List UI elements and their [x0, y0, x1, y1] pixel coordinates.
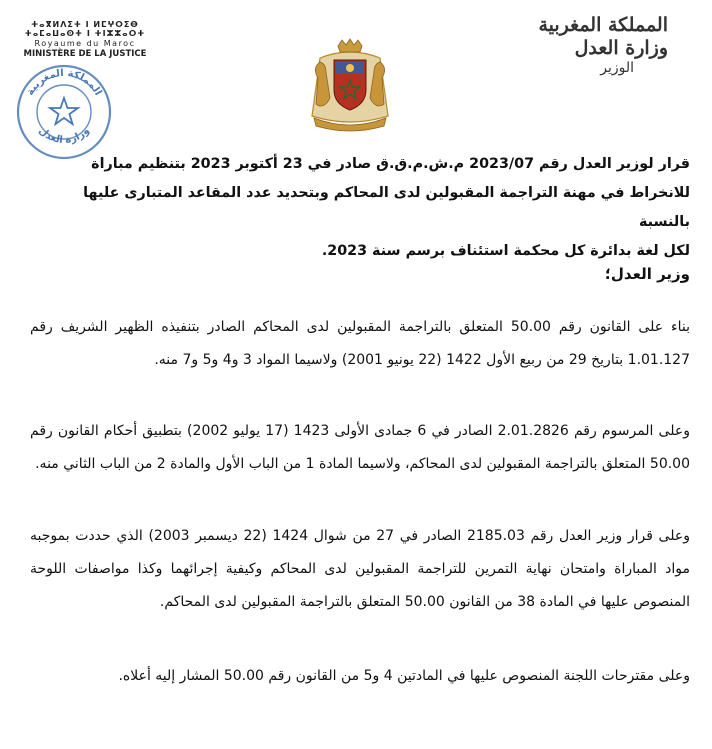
- kingdom-name-fr: Royaume du Maroc: [34, 39, 136, 48]
- paragraph-1: بناء على القانون رقم 50.00 المتعلق بالتراجمة المقبولين لدى المحاكم الصادر بتنفيذه الظهير الشريف رقم 1.01.127 بتاريخ 29 من ربيع الأول 1422 (22 يونيو 2001) ولاسيما المواد 3 و4 و5 و7 منه.: [30, 319, 690, 368]
- kingdom-name-tifinagh: ⵜⴰⴳⵍⴷⵉⵜ ⵏ ⵍⵎⵖⵔⵉⴱ ⵜⴰⵎⴰⵡⴰⵙⵜ ⵏ ⵜⵏⵣⵣⴰⵔⵜ: [24, 20, 146, 38]
- paragraph-3: وعلى قرار وزير العدل رقم 2185.03 الصادر في 27 من شوال 1424 (22 ديسمبر 2003) الذي حددت بموجبه مواد المباراة وامتحان نهاية التمرين للتراجمة المقبولين لدى المحاكم وكيفية إجرائهما وكذا مواصفات اللوحة المنصوص عليها في المادة 38 من القانون 50.00 المتعلق بالتراجمة المقبولين لدى المحاكم.: [30, 528, 690, 610]
- salutation: وزير العدل؛: [604, 265, 690, 283]
- ministry-header-arabic: [528, 14, 668, 76]
- star-icon: [50, 98, 78, 124]
- title-line-2: للانخراط في مهنة التراجمة المقبولين لدى المحاكم وبتحديد عدد المقاعد المتبارى عليها بالنسبة: [83, 185, 690, 230]
- svg-text:وزارة العدل: وزارة العدل: [36, 125, 92, 146]
- ministry-header-french: [20, 20, 150, 59]
- official-stamp: [14, 62, 114, 162]
- title-line-1: قرار لوزير العدل رقم 2023/07 م.ش.م.ق.ق صادر في 23 أكتوبر 2023 بتنظيم مباراة: [91, 156, 690, 172]
- ministry-name-ar: وزارة العدل: [574, 36, 668, 59]
- svg-text:المملكة المغربية: المملكة المغربية: [24, 67, 104, 98]
- paragraph-4: وعلى مقترحات اللجنة المنصوص عليها في المادتين 4 و5 من القانون رقم 50.00 المشار إليه أعلاه.: [118, 668, 690, 684]
- minister-label-ar: الوزير: [600, 59, 634, 76]
- kingdom-name-ar: المملكة المغربية: [538, 14, 668, 36]
- title-line-3: لكل لغة بدائرة كل محكمة استئناف برسم سنة 2023.: [321, 243, 690, 259]
- decree-title: [30, 150, 690, 266]
- royal-coat-of-arms-icon: [300, 38, 400, 134]
- paragraph-2: وعلى المرسوم رقم 2.01.2826 الصادر في 6 جمادى الأولى 1423 (17 يوليو 2002) بتطبيق أحكام القانون رقم 50.00 المتعلق بالتراجمة المقبولين لدى المحاكم، ولاسيما المادة 1 من الباب الأول والمادة 2 من الباب الثاني منه.: [30, 423, 690, 472]
- ministry-name-fr: MINISTÈRE DE LA JUSTICE: [23, 49, 147, 59]
